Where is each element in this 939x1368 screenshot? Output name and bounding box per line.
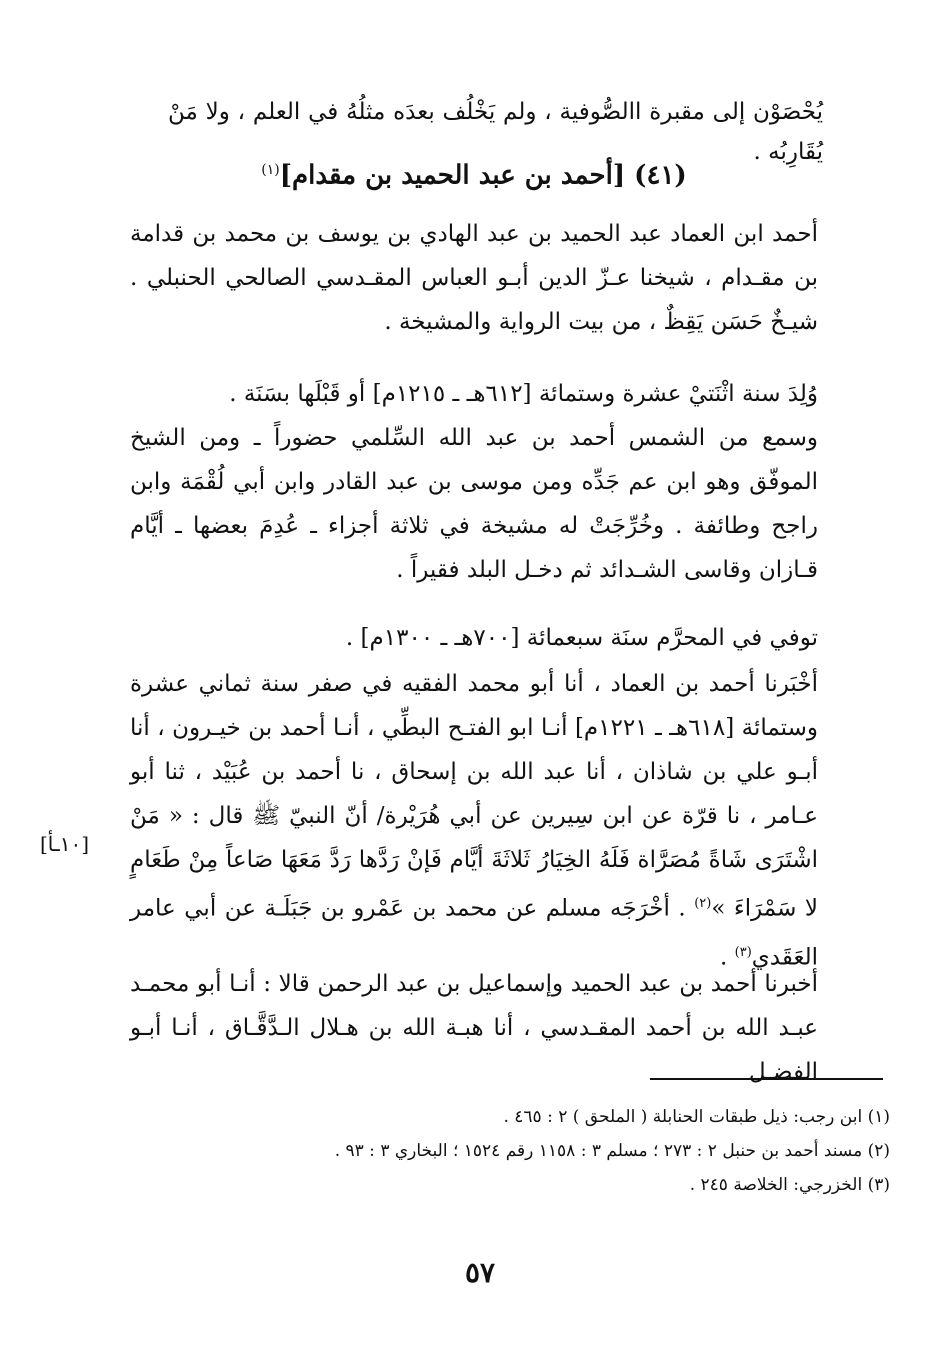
footnote-divider (650, 1078, 883, 1080)
paragraph-death: توفي في المحرَّم سنَة سبعمائة [٧٠٠هـ ـ ١٣٠٠م] . (345, 625, 818, 651)
folio-marker: [١٠ـأ] (40, 832, 90, 856)
khabar-main-text: أخْبَرنا أحمد بن العماد ، أنا أبو محمد الفقيه في صفر سنة ثماني عشرة وستمائة [٦١٨هـ ـ ١٢٢١م] أنـا ابو الفتـح البطِّي ، أنـا أحمد بن خيـرون ، أنا أبـو علي بن شاذان ، أنا عبد الله بن إسحاق ، نا أحمد بن عُبَيْد ، ثنا أبو عـامر ، نا قرّة عن ابن سِيرين عن أبي هُرَيْرة/ أنّ النبيّ ﷺ قال : « مَنْ اشْتَرَى شَاةً مُصَرَّاة فَلَهُ الخِيَارُ ثَلاثَةَ أيَّام فَإنْ رَدَّها رَدَّ مَعَهَا صَاعاً مِنْ طَعَامٍ لا سَمْرَاءَ » (130, 671, 819, 922)
page-number: ٥٧ (464, 1256, 496, 1289)
footnote-3: (٣) الخزرجي: الخلاصة ٢٤٥ . (689, 1175, 890, 1195)
footnote-ref-1: (١) (261, 162, 280, 178)
khabar-tail-text: . أخْرَجَه مسلم عن محمد بن عَمْرو بن جَبَلَـة عن أبي عامر العَقَدي (130, 895, 818, 971)
footnote-ref-2: (٢) (694, 896, 712, 911)
paragraph-birth: وُلِدَ سنة اثْنَتيْ عشرة وستمائة [٦١٢هـ ـ ١٢١٥م] أو قَبْلَها بسَنَة . (229, 381, 818, 407)
footnote-ref-3: (٣) (734, 944, 752, 960)
footnotes (300, 1100, 890, 1202)
paragraph-akhbarana-2: أخبرنا أحمد بن عبد الحميد وإسماعيل بن عبد الرحمن قالا : أنـا أبو محمـد عبـد الله بن أحمد المقـدسي ، أنا هبـة الله بن هـلال الـدَّقَّـاق ، أنـا أبـو الفضـل (130, 971, 818, 1085)
paragraph-samea: وسمع من الشمس أحمد بن عبد الله السِّلمي حضوراً ـ ومن الشيخ الموفّق وهو ابن عم جَدِّه ومن موسى بن عبد القادر وابن أبي لُقْمَة وابن راجح وطائفة . وخُرِّجَتْ له مشيخة في ثلاثة أجزاء ـ عُدِمَ بعضها ـ أيَّام قـازان وقاسى الشـدائد ثم دخـل البلد فقيراً . (130, 425, 818, 583)
entry-heading-text: (٤١) [أحمد بن عبد الحميد بن مقدام] (279, 160, 687, 191)
intro-line: يُحْصَوْن إلى مقبرة االصُّوفية ، ولم يَخْلُف بعدَه مثلُهُ في العلم ، ولا مَنْ يُقَارِبُه . (168, 99, 823, 165)
footnote-2: (٢) مسند أحمد بن حنبل ٢ : ٢٧٣ ؛ مسلم ٣ : ١١٥٨ رقم ١٥٢٤ ؛ البخاري ٣ : ٩٣ . (334, 1141, 890, 1161)
khabar-end-text: . (720, 944, 735, 971)
entry-heading (130, 148, 818, 198)
paragraph-khabar (130, 662, 818, 979)
footnote-1: (١) ابن رجب: ذيل طبقات الحنابلة ( الملحق ) ٢ : ٤٦٥ . (503, 1107, 890, 1127)
paragraph-lineage: أحمد ابن العماد عبد الحميد بن عبد الهادي بن يوسف بن محمد بن قدامة بن مقـدام ، شيخنا عـزّ الدين أبـو العباس المقـدسي الصالحي الحنبلي . شيـخٌ حَسَن يَقِظٌ ، من بيت الرواية والمشيخة . (130, 221, 818, 335)
